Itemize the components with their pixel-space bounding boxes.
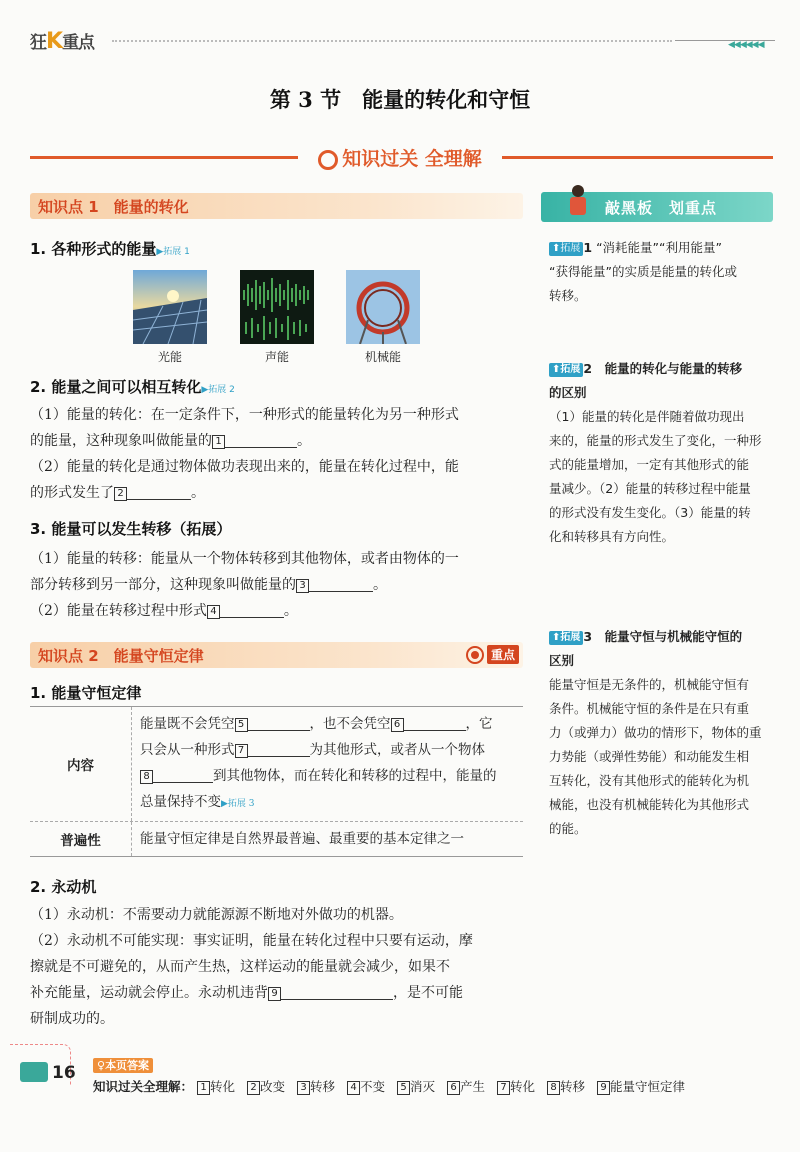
fill-blank[interactable] — [309, 575, 373, 592]
extension-tag[interactable]: ▶拓展 2 — [201, 385, 235, 395]
answer-item: 8 转移 — [547, 1079, 585, 1094]
answer-item: 9 能量守恒定律 — [597, 1079, 685, 1094]
answer-item: 6 产生 — [447, 1079, 485, 1094]
section-heading: 1. 能量守恒定律 — [30, 684, 142, 702]
header-dotted-line — [112, 40, 672, 42]
swirl-icon — [318, 150, 338, 170]
answer-item: 7 转化 — [497, 1079, 535, 1094]
fill-blank[interactable] — [220, 601, 284, 618]
blank-number: 5 — [235, 718, 248, 732]
solar-panel-photo — [133, 270, 207, 344]
fill-blank[interactable] — [248, 714, 310, 731]
answer-item: 4 不变 — [347, 1079, 385, 1094]
section-heading: 3. 能量可以发生转移（拓展） — [30, 520, 232, 538]
pin-icon: ⬆ — [552, 364, 561, 375]
blank-number: 9 — [268, 987, 281, 1001]
table-row — [30, 821, 523, 856]
answer-item: 3 转移 — [297, 1079, 335, 1094]
table-cell: 能量守恒定律是自然界最普遍、最重要的基本定律之一 — [140, 831, 464, 847]
knowledge-point-2-bar: 知识点 2 能量守恒定律 重点 — [30, 642, 523, 668]
extension-tag[interactable]: ▶拓展 3 — [221, 799, 255, 809]
section-heading: 1. 各种形式的能量▶拓展 1 — [30, 240, 190, 258]
page-number: 16 — [52, 1063, 76, 1083]
fill-blank[interactable] — [127, 483, 191, 500]
knowledge-point-1-bar: 知识点 1 能量的转化 — [30, 193, 523, 219]
target-icon — [466, 646, 484, 664]
fill-blank[interactable] — [281, 983, 393, 1000]
answer-item: 5 消灭 — [397, 1079, 435, 1094]
sound-wave-photo — [240, 270, 314, 344]
extension-tag[interactable]: ⬆拓展 — [549, 631, 583, 645]
pin-icon: ⬆ — [552, 243, 561, 254]
sidebar-tip-1: ⬆拓展 1 “消耗能量”“利用能量” “获得能量”的实质是能量的转化或 转移。 — [549, 240, 737, 303]
paragraph: （1）永动机：不需要动力就能源源不断地对外做功的机器。 （2）永动机不可能实现：事实证明，能量在转化过程中只要有运动，摩 擦就是不可避免的，从而产生热，这样运动的能量就会减少，如果不 补充能量，运动就会停止。永动机违背 9 ，是不可能 研制成功的。 — [30, 907, 473, 1027]
table-label: 内容 — [30, 707, 132, 821]
section-heading: 2. 永动机 — [30, 878, 97, 896]
answer-item: 1 转化 — [197, 1079, 235, 1094]
paragraph: （1）能量的转移：能量从一个物体转移到其他物体，或者由物体的一 部分转移到另一部分，这种现象叫做能量的 3 。 （2）能量在转移过程中形式 4 。 — [30, 551, 459, 619]
banner-title: 知识过关 全理解 — [300, 144, 500, 171]
blank-number: 2 — [114, 487, 127, 501]
blank-number: 1 — [212, 435, 225, 449]
banner-line-right — [502, 156, 773, 159]
fill-blank[interactable] — [225, 431, 297, 448]
answer-item: 2 改变 — [247, 1079, 285, 1094]
section-heading: 2. 能量之间可以相互转化▶拓展 2 — [30, 378, 235, 396]
blank-number: 7 — [235, 744, 248, 758]
header-arrows-icon: ◀◀◀◀◀◀ — [728, 40, 764, 50]
brand-logo: 狂K重点 — [30, 29, 95, 54]
blank-number: 8 — [140, 770, 153, 784]
extension-tag[interactable]: ▶拓展 1 — [156, 247, 190, 257]
page-title: 第 3 节 能量的转化和守恒 — [269, 87, 531, 112]
fill-blank[interactable] — [153, 766, 213, 783]
answers-row: 知识过关全理解： 1 转化 2 改变 3 转移 4 不变 5 消灭 6 产生 7 转化 8 转移 9 能量守恒定律 — [93, 1079, 686, 1094]
law-table — [30, 706, 523, 857]
extension-tag[interactable]: ⬆拓展 — [549, 363, 583, 377]
fill-blank[interactable] — [248, 740, 310, 757]
key-point-badge: 重点 — [466, 645, 519, 664]
table-cell: 能量既不会凭空 5 ，也不会凭空 6 ，它 只会从一种形式 7 为其他形式，或者从一个物体 8 到其他物体，而在转化和转移的过程中，能量的 总量保持不变▶拓展 3 — [140, 716, 497, 810]
extension-tag[interactable]: ⬆拓展 — [549, 242, 583, 256]
sidebar-tip-3: ⬆拓展 3 能量守恒与机械能守恒的 区别 能量守恒是无条件的，机械能守恒有 条件。机械能守恒的条件是在只有重 力（或弹力）做功的情形下，物体的重 力势能（或弹性势能）和动能发生相 互转化，没有其他形式的能转化为机 械能，也没有机械能转化为其他形式 的能。 — [549, 629, 762, 836]
caption-sound: 声能 — [264, 350, 289, 364]
blank-number: 3 — [296, 579, 309, 593]
table-label: 普遍性 — [30, 822, 132, 856]
paragraph: （1）能量的转化：在一定条件下，一种形式的能量转化为另一种形式 的能量，这种现象叫做能量的 1 。 （2）能量的转化是通过物体做功表现出来的，能量在转化过程中，能 的形式发生了 2 。 — [30, 407, 459, 501]
key-icon: ♀ — [97, 1059, 106, 1072]
caption-mechanical: 机械能 — [364, 350, 401, 364]
banner-line-left — [30, 156, 298, 159]
answers-label: ♀本页答案 — [93, 1058, 153, 1073]
sidebar-header: 敲黑板 划重点 — [541, 192, 773, 222]
caption-light: 光能 — [157, 350, 182, 364]
roller-coaster-photo — [346, 270, 420, 344]
table-row — [30, 707, 523, 821]
blank-number: 4 — [207, 605, 220, 619]
blank-number: 6 — [391, 718, 404, 732]
teacher-figure-icon — [567, 184, 589, 218]
fill-blank[interactable] — [404, 714, 466, 731]
sidebar-tip-2: ⬆拓展 2 能量的转化与能量的转移 的区别 （1）能量的转化是伴随着做功现出 来的，能量的形式发生了变化，一种形 式的能量增加，一定有其他形式的能 量减少。（2）能量的转移过程中能量 的形式没有发生变化。（3）能量的转 化和转移具有方向性。 — [549, 361, 762, 544]
pin-icon: ⬆ — [552, 632, 561, 643]
